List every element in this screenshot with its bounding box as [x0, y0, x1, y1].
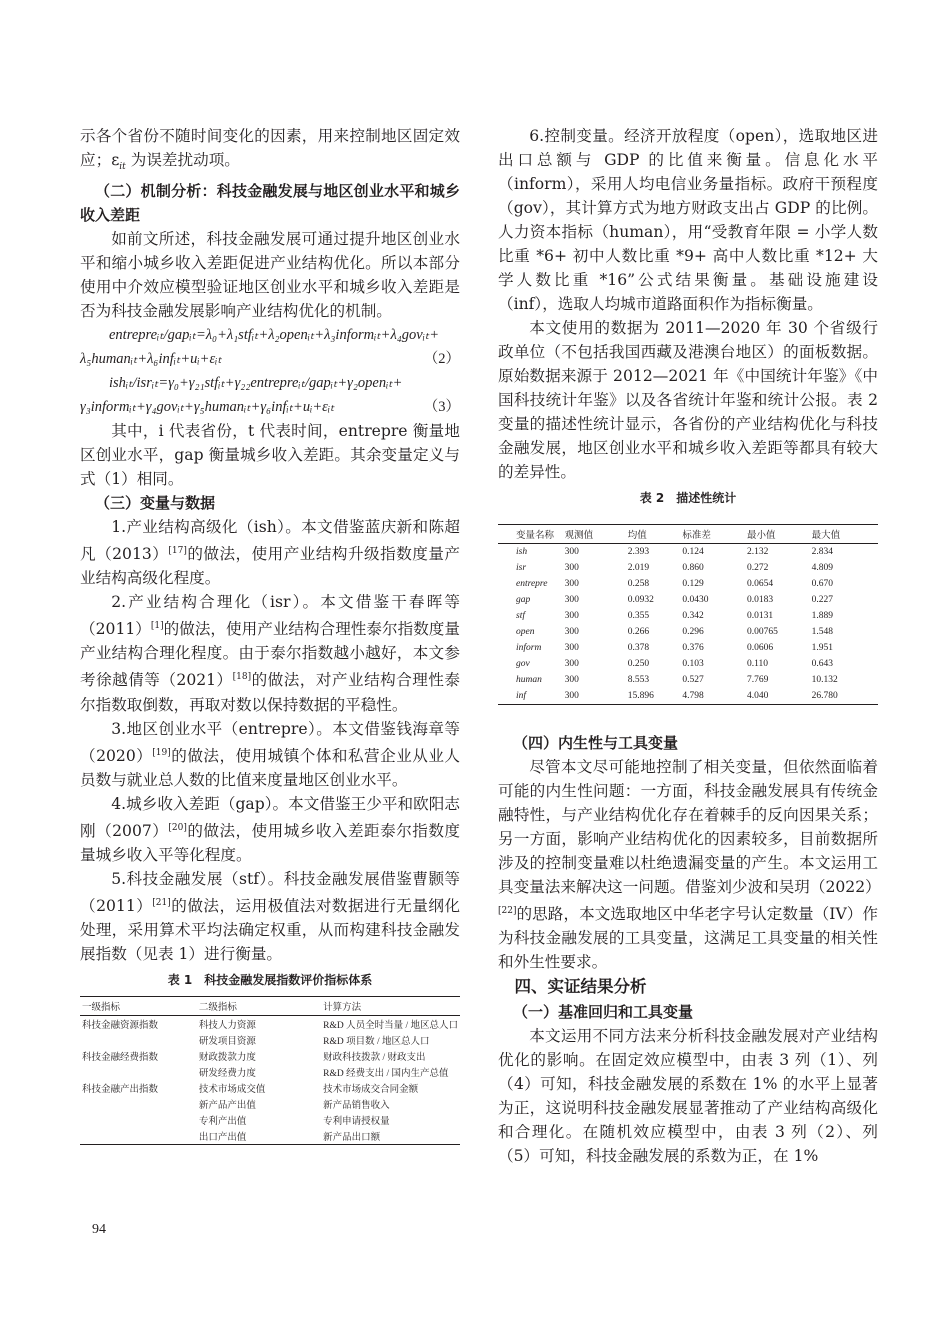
table-cell: 0.0430: [682, 595, 709, 605]
table-cell: [80, 1032, 185, 1048]
table-row: [80, 1048, 460, 1064]
table1-caption: 表 1 科技金融发展指数评价指标体系: [167, 973, 373, 988]
table-cell: [80, 1128, 185, 1145]
paragraph-var-stf: 5.科技金融发展（stf）。科技金融发展借鉴曹颢等（2011）[21]的做法，运用极值法对数据进行无量纲化处理，采用算术平均法确定权重，从而构建科技金融发展指数（见表 1）进行衡量。: [80, 870, 460, 964]
table-row: [498, 544, 878, 561]
table-cell: 专利产出值: [198, 1117, 247, 1128]
table-header-cell: 变量名称: [498, 525, 563, 544]
table-cell: 0.670: [811, 579, 833, 589]
table-row: [498, 640, 878, 656]
table-header-cell: 最小值: [745, 525, 810, 544]
section-title-baseline: （一）基准回归和工具变量: [513, 1003, 694, 1022]
section-title-mechanism: （二）机制分析：科技金融发展与地区创业水平和城乡收入差距: [80, 182, 460, 225]
table-header-row: [80, 997, 460, 1016]
table-cell: 300: [564, 627, 579, 637]
table-header-cell: 计算方法: [293, 997, 460, 1016]
table-cell: 300: [564, 579, 579, 589]
paragraph-mechanism: 如前文所述，科技金融发展可通过提升地区创业水平和缩小城乡收入差距促进产业结构优化。所以本部分使用中介效应模型验证地区创业水平和城乡收入差距是否为科技金融发展影响产业结构优化的机制。: [80, 230, 460, 321]
table-row: [498, 672, 878, 688]
table-cell: 研发经费力度: [198, 1069, 256, 1080]
table-cell: 300: [564, 547, 579, 557]
table-cell: 300: [564, 659, 579, 669]
table-cell: 300: [564, 563, 579, 573]
table-row: [498, 608, 878, 624]
table-header-cell: 一级指标: [80, 997, 185, 1016]
table-cell: 300: [564, 611, 579, 621]
table-row: [498, 624, 878, 640]
table-cell: 300: [564, 675, 579, 685]
table-cell: isr: [516, 563, 527, 573]
table-cell: 专利申请授权量: [323, 1117, 390, 1128]
paragraph-symbols: 其中，i 代表省份，t 代表时间，entrepre 衡量地区创业水平，gap 衡量城乡收入差距。其余变量定义与式（1）相同。: [80, 422, 460, 489]
table-cell: 技术市场成交值: [198, 1085, 266, 1096]
table-cell: gov: [516, 659, 530, 669]
equation-2: entrepreᵢₜ/gapᵢₜ=λ₀+λ₁stfᵢₜ+λ₂openᵢₜ+λ₃informᵢₜ+λ₄govᵢₜ+ λ₅humanᵢₜ+λ₆infᵢₜ+uᵢ+εᵢₜ （2）: [80, 323, 460, 371]
table-cell: 新产品销售收入: [323, 1101, 390, 1112]
table-cell: 科技金融资源指数: [82, 1021, 159, 1032]
table-cell: 0.0183: [746, 595, 774, 605]
table-cell: stf: [516, 611, 525, 621]
table-header-cell: 均值: [616, 525, 681, 544]
table-header-cell: 最大值: [810, 525, 878, 544]
table-row: [80, 1128, 460, 1145]
section-title-empirical: 四、实证结果分析: [514, 977, 647, 997]
table-cell: 1.889: [811, 611, 833, 621]
table-cell: 0.860: [682, 563, 704, 573]
table-header-cell: 二级指标: [185, 997, 293, 1016]
paragraph-data-source: 本文使用的数据为 2011—2020 年 30 个省级行政单位（不包括我国西藏及港澳台地区）的面板数据。原始数据来源于 2012—2021 年《中国统计年鉴》《中国科技统计年鉴》以及各省统计年鉴和统计公报。表 2 变量的描述性统计显示，各省份的产业结构优化与科技金融发展，地区创业水平和城乡收入差距等都具有较大的差异性。: [498, 319, 878, 481]
table-cell: 科技金融产出指数: [82, 1085, 159, 1096]
table-cell: 0.0932: [627, 595, 654, 605]
table-cell: 15.896: [627, 691, 654, 701]
right-column: [498, 124, 881, 1168]
table-cell: 0.227: [811, 595, 833, 605]
table1: [80, 996, 460, 1145]
table-row: [80, 1032, 460, 1048]
paragraph-fixed-effect: 示各个省份不随时间变化的因素，用来控制地区固定效应；$\varepsilon_{it}$ 为误差扰动项。: [80, 127, 460, 173]
table-row: [498, 688, 878, 705]
table-cell: 0.342: [682, 611, 704, 621]
table-cell: [80, 1096, 185, 1112]
table-cell: 科技金融经费指数: [82, 1053, 159, 1064]
table-cell: inform: [516, 643, 542, 653]
paragraph-var-entrepre: 3.地区创业水平（entrepre）。本文借鉴钱海章等（2020）[19]的做法，使用城镇个体和私营企业从业人员数与就业总人数的比值来度量地区创业水平。: [80, 719, 460, 789]
table-cell: [80, 1064, 185, 1080]
table-row: [80, 1112, 460, 1128]
table-cell: 2.393: [627, 547, 650, 557]
table-row: [498, 592, 878, 608]
table-cell: 1.548: [811, 627, 833, 637]
table-row: [80, 1096, 460, 1112]
table-row: [498, 656, 878, 672]
table-cell: 2.834: [811, 547, 833, 557]
table-cell: 技术市场成交合同金额: [323, 1085, 419, 1096]
paragraph-var-ish: 1.产业结构高级化（ish）。本文借鉴蓝庆新和陈超凡（2013）[17]的做法，使用产业结构升级指数度量产业结构高级化程度。: [80, 518, 460, 588]
table-cell: 0.378: [627, 643, 650, 653]
table-cell: 出口产出值: [198, 1133, 247, 1144]
table-cell: 0.266: [627, 627, 650, 637]
table-cell: 财政拨款力度: [198, 1053, 256, 1064]
table-cell: 新产品产出值: [198, 1101, 256, 1112]
table-cell: gap: [516, 595, 531, 605]
table-cell: 2.019: [627, 563, 650, 573]
table-cell: 新产品出口额: [323, 1133, 381, 1144]
table-cell: 300: [564, 691, 579, 701]
table-cell: 0.110: [746, 659, 768, 669]
table2: [498, 524, 878, 705]
table-cell: 0.296: [682, 627, 704, 637]
table-cell: 0.129: [682, 579, 704, 589]
table-row: [498, 576, 878, 592]
table-row: [80, 1016, 460, 1033]
table-cell: entrepre: [516, 579, 548, 589]
table-cell: 0.0131: [746, 611, 774, 621]
page-number: 94: [92, 1222, 106, 1237]
table-header-cell: 观测值: [563, 525, 616, 544]
table-header-cell: 标准差: [680, 525, 745, 544]
equation-number: （2）: [423, 351, 460, 368]
left-column: [80, 124, 460, 1145]
table-cell: 0.258: [627, 579, 650, 589]
table-cell: 0.00765: [746, 627, 778, 637]
table-cell: 4.798: [682, 691, 704, 701]
table-cell: 0.527: [682, 675, 704, 685]
table-cell: 26.780: [811, 691, 838, 701]
paragraph-endogeneity: 尽管本文尽可能地控制了相关变量，但依然面临着可能的内生性问题：一方面，科技金融发展具有传统金融特性，与产业结构优化存在着棘手的反向因果关系；另一方面，影响产业结构优化的因素较多，目前数据所涉及的控制变量难以杜绝遗漏变量的产生。本文运用工具变量法来解决这一问题。借鉴刘少波和吴玥（2022）[22]的思路，本文选取地区中华老字号认定数量（IV）作为科技金融发展的工具变量，这满足工具变量的相关性和外生性要求。: [498, 758, 881, 972]
table-cell: 研发项目资源: [198, 1037, 256, 1048]
table-cell: 0.0654: [746, 579, 774, 589]
table-cell: 0.643: [811, 659, 833, 669]
table-cell: 4.040: [746, 691, 769, 701]
table-cell: 8.553: [627, 675, 650, 685]
table-cell: [80, 1112, 185, 1128]
table-cell: inf: [516, 691, 527, 701]
table-cell: 0.376: [682, 643, 704, 653]
table-cell: 0.124: [682, 547, 704, 557]
section-title-endogeneity: （四）内生性与工具变量: [513, 734, 679, 752]
paragraph-var-isr: 2.产业结构合理化（isr）。本文借鉴干春晖等（2011）[1]的做法，使用产业结构合理性泰尔指数度量产业结构合理化程度。由于泰尔指数越小越好，本文参考徐越倩等（2021）[18]的做法，对产业结构合理性泰尔指数取倒数，再取对数以保持数据的平稳性。: [80, 593, 460, 714]
table-cell: 财政科技拨款 / 财政支出: [323, 1053, 426, 1064]
table-cell: open: [516, 627, 535, 637]
table-cell: 0.250: [627, 659, 650, 669]
table-cell: ish: [516, 547, 528, 557]
table-row: [80, 1064, 460, 1080]
table-cell: 0.272: [746, 563, 769, 573]
table-cell: 0.103: [682, 659, 704, 669]
section-title-variables: （三）变量与数据: [95, 494, 216, 513]
equation-3: ishᵢₜ/isrᵢₜ=γ₀+γ₂₁stfᵢₜ+γ₂₂entrepreᵢₜ/gapᵢₜ+γ₂openᵢₜ+ γ₃informᵢₜ+γ₄govᵢₜ+γ₅humanᵢₜ+γ₆infᵢₜ+uᵢ+εᵢₜ （3）: [80, 371, 460, 419]
table-header-row: [498, 525, 878, 544]
paragraph-controls: 6.控制变量。经济开放程度（open），选取地区进出口总额与 GDP 的比值来衡量。信息化水平（inform），采用人均电信业务量指标。政府干预程度（gov），其计算方式为地方财政支出占 GDP 的比例。人力资本指标（human），用“受教育年限 = 小学人数比重 *6+ 初中人数比重 *9+ 高中人数比重 *12+ 大学人数比重 *16”公式结果衡量。基础设施建设（inf），选取人均城市道路面积作为指标衡量。: [498, 127, 878, 313]
table-row: [80, 1080, 460, 1096]
table-cell: 300: [564, 595, 579, 605]
table-cell: 300: [564, 643, 579, 653]
equation-number: （3）: [423, 399, 460, 416]
paragraph-baseline: 本文运用不同方法来分析科技金融发展对产业结构优化的影响。在固定效应模型中，由表 3 列（1）、列（4）可知，科技金融发展的系数在 1% 的水平上显著为正，这说明科技金融发展显著推动了产业结构高级化和合理化。在随机效应模型中，由表 3 列（2）、列（5）可知，科技金融发展的系数为正，在 1%: [498, 1027, 878, 1166]
table-cell: 4.809: [811, 563, 833, 573]
table-cell: 1.951: [811, 643, 833, 653]
paragraph-var-gap: 4.城乡收入差距（gap）。本文借鉴王少平和欧阳志刚（2007）[20]的做法，使用城乡收入差距泰尔指数度量城乡收入平等化程度。: [80, 794, 460, 865]
table2-caption: 表 2 描述性统计: [639, 491, 737, 505]
table-row: [498, 560, 878, 576]
table-cell: 2.132: [746, 547, 769, 557]
table-cell: R&D 经费支出 / 国内生产总值: [323, 1069, 449, 1080]
table-cell: 0.355: [627, 611, 650, 621]
table-cell: 10.132: [811, 675, 838, 685]
table-cell: 科技人力资源: [198, 1021, 256, 1032]
table-cell: 0.0606: [746, 643, 774, 653]
table-cell: human: [516, 675, 542, 685]
table-cell: 7.769: [746, 675, 769, 685]
table-cell: R&D 项目数 / 地区总人口: [323, 1037, 430, 1048]
table-cell: R&D 人员全时当量 / 地区总人口: [323, 1021, 458, 1032]
